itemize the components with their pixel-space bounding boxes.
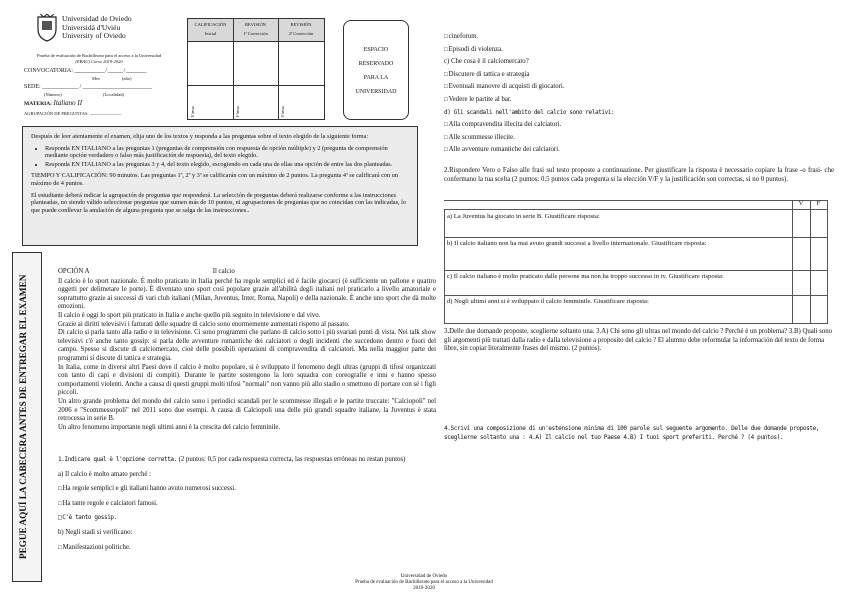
q1-c-label: c) Che cosa è il calciomercato? <box>444 58 529 66</box>
q1-d-label <box>444 109 834 118</box>
side-banner <box>12 252 42 582</box>
question-1 <box>58 456 436 552</box>
reserved-space-box <box>343 20 409 120</box>
q1-b-option[interactable]: □ cineforum. <box>444 33 834 42</box>
q2-intro: 2.Rispondere Vero o Falso alle frasi sul testo proposte a continuazione. Per giustificare la risposta è necessario copiare la frase -o frasi- che confermano la tua scelta (2 puntos: 0,5 puntos cada pregunta si la elección V/F y la justificación son correctas, si no 0 puntos). <box>444 167 834 183</box>
university-name <box>62 15 132 41</box>
option-title: Il calcio <box>212 268 235 275</box>
footer-line: Universidad de Oviedo <box>400 574 448 579</box>
q1-d-label-text: d) Gli scandali nell'ambito del calcio sono relativi: <box>444 108 615 116</box>
option-label: OPCIÓN A <box>58 268 90 275</box>
q1-b-option[interactable]: □ Manifestazioni politiche. <box>58 544 436 553</box>
reserved-line: PARA LA <box>363 75 389 81</box>
question-1-continued <box>444 33 834 155</box>
footer-line: Prueba de evaluación de Bachillerato para el acceso a la Universidad <box>355 580 493 586</box>
q1-a-option[interactable]: □ Ha regole semplici e gli italiani hanno avuto numerosi successi. <box>58 485 436 494</box>
exam-subtitle-line: (EBAU) Curso 2019-2020 <box>75 58 123 64</box>
paragraph: Grazie ai diritti televisivi i fatturati delle squadre di calcio sono enormemente aumentati rispetto al passato. <box>58 320 350 328</box>
materia-value: Italiano II <box>53 99 83 107</box>
grade-subheader: Inicial <box>204 31 217 36</box>
grade-cell[interactable] <box>188 41 233 86</box>
q3-text: 3.Delle due domande proposte, sceglierne soltanto una. 3.A) Chi sono gli ultras nel mondo del calcio ? Perché è un problema? 3.B) Quali sono gli argomenti più trattati dalla radio e dalla televisione a proposito del calcio ? El alumno debe reformular la información del texto de forma libre, sin copiar literalmente frases del mismo. (2 puntos). <box>444 328 833 353</box>
grade-cell[interactable] <box>234 41 278 86</box>
paragraph: Un altro fenomeno importante negli ultimi anni è la crescita del calcio femminile. <box>58 423 281 431</box>
footer <box>300 574 548 593</box>
q1-d-option[interactable]: □ Alle scommesse illecite. <box>444 134 834 143</box>
university-logo <box>36 14 58 42</box>
true-false-table <box>444 200 828 324</box>
grade-subheader: 1ª Corrección <box>243 31 268 36</box>
instructions-note: El estudiante deberá indicar la agrupación de preguntas que responderá. La selección de preguntas deberá realizarse conforme a las instrucciones planteadas, no siendo válido seleccionar preguntas que sumen más de 10 puntos, ni agrupaciones de preguntas que no coincidan con las indicadas, lo que puede conllevar la anulación de alguna pregunta que se salga de las instrucciones.. <box>31 191 407 214</box>
tf-row-text: a) La Juventus ha giocato in serie B. Giustificare risposta: <box>447 213 600 220</box>
university-line: Universidá d'Uviéu <box>62 22 121 32</box>
grade-cell[interactable] <box>279 41 324 86</box>
option-a-text <box>58 268 436 432</box>
convocatoria-label: CONVOCATORIA: <box>24 68 73 74</box>
q1-a-option[interactable]: □ C'è tanto gossip. <box>58 514 436 523</box>
mes-caption: Mes <box>92 76 100 81</box>
q1-intro-rest: (2 puntos: 0,5 por cada respuesta correcta, las respuestas erróneas no restan puntos) <box>178 456 406 463</box>
materia-row <box>24 100 82 109</box>
tf-row[interactable] <box>444 209 792 238</box>
tf-row-text: c) Il calcio italiano è molto praticato dalle persone ma non ha troppo successo in tv. Giustificare risposta: <box>447 273 724 280</box>
q1-c-option[interactable]: □ Vedere le partite al bar. <box>444 96 834 105</box>
q1-d-option[interactable]: □ Alle avventure romantiche dei calciatori. <box>444 146 834 155</box>
q4-text: 4.Scrivi una composizione di un'estensione minima di 100 parole sul seguente argomento. Delle due domande proposte, sceglierne soltanto una : 4.A) Il calcio nel tuo Paese 4.B) I tuoi sport preferiti. Perché ? (4 puntos). <box>444 425 820 441</box>
q1-a-label: a) Il calcio è molto amato perché : <box>58 470 152 478</box>
side-banner-text: PEGUE AQUÍ LA CABECERA ANTES DE ENTREGAR EL EXAMEN <box>18 274 28 560</box>
sede-label: SEDE: <box>24 84 41 90</box>
paragraph: In Italia, come in diversi altri Paesi dove il calcio è molto popolare, si è sviluppato il fenomeno degli ultras (gruppi di tifosi organizzati con tanto di capi e divisioni di compiti). Durante le partite sostengono la loro squadra con coreografie e inni e hanno spesso comportamenti violenti. Anche a causa di questi gruppi molti tifosi "normali" non vanno più allo stadio o smettono di portare con sé i figli piccoli. <box>58 363 436 397</box>
reserved-line: RESERVADO <box>358 61 394 67</box>
paragraph: Il calcio è lo sport nazionale. È molto praticato in Italia perché ha regole semplici ed è facile giocarci (è sufficiente un pallone e quattro oggetti per delimetare le porte). È diventato uno sport così popolare grazie all'abilità degli italiani nel praticarlo a livello amatoriale e soprattutto grazie ai successi di vari club italiani (Milan, Juventus, Inter, Roma, Napoli) e della nazionale. È anche uno sport che dà molte emozioni. <box>58 277 436 311</box>
paragraph: Il calcio è oggi lo sport più praticato in Italia e anche quello più seguito in televisione e dal vivo. <box>58 311 321 319</box>
col-f-header: F <box>816 200 821 207</box>
col-v-header: V <box>798 200 804 207</box>
ano-caption: (año) <box>122 76 132 81</box>
numero-caption: (Número) <box>44 92 62 97</box>
paragraph: Di calcio si parla tanto alla radio e in televisione. Ci sono programmi che parlano di calcio sotto i più svariati punti di vista. Nei talk show televisivi c'è anche tanto gossip: si parla delle avventure romantiche dei calciatori o degli incidenti che succedono dentro e fuori del campo. Spesso si discute di calciomercato, cioè delle possibili operazioni di compravendita di calciatori. Ma nella maggior parte dei programmi si discute di tattica e strategia. <box>58 329 436 362</box>
firma-label: Firma <box>280 106 285 117</box>
materia-label: MATERIA: <box>24 101 53 107</box>
q1-b-label: b) Negli stadi si verificano: <box>58 528 133 536</box>
grade-subheader: 2ª Corrección <box>288 31 314 36</box>
instructions-time: TIEMPO Y CALIFICACIÓN: 90 minutos. Las preguntas 1ª, 2ª y 3ª se calificarán con un máximo de 2 puntos. La pregunta 4ª se calificará con un máximo de 4 puntos. <box>31 172 399 187</box>
firma-label: Firma <box>235 106 240 117</box>
instructions-list <box>31 145 409 169</box>
convocatoria-row: CONVOCATORIA: ____________ / ______ / ________ <box>24 68 146 74</box>
instructions-bullet: • Responda EN ITALIANO a las preguntas 3 y 4, del texto elegido, escogiendo en cada una de ellas una opción de entre las dos planteadas. <box>45 161 409 169</box>
university-line: Universidad de Oviedo <box>62 14 132 23</box>
grade-header: REVISIÓN <box>290 22 312 27</box>
q1-c-option[interactable]: □ Eventuali manovre di acquisti di giocatori. <box>444 83 834 92</box>
tf-row-text: b) Il calcio italiano non ha mai avuto grandi successi a livello internazionale. Giustificare risposta: <box>447 240 707 247</box>
grade-header: REVISIÓN <box>245 22 266 27</box>
paragraph: Un altro grande problema del mondo del calcio sono i periodici scandali per le scommesse illegali e le partite truccate: "Calciopoli" nel 2006 e "Scommessopoli" nel 2011 sono due esempi. A causa di Calciopoli una delle più grandi squadre italiane, la Juventus è stata retrocessa in serie B. <box>58 397 436 423</box>
footer-line: 2019-2020 <box>413 586 435 592</box>
q1-d-option[interactable]: □ Alla compravendita illecita dei calciatori. <box>444 121 834 130</box>
q1-a-option[interactable]: □ Ha tante regole e calciatori famosi. <box>58 500 436 509</box>
agrupacion-label: AGRUPACIÓN DE PREGUNTAS: <box>24 111 89 116</box>
q1-intro: 1.Indicare qual è l'opzione corretta. <box>58 456 177 463</box>
crest-icon <box>36 14 58 42</box>
instructions-box <box>22 126 418 246</box>
exam-title-line: Prueba de evaluación de Bachillerato para el acceso a la Universidad <box>37 53 161 58</box>
reserved-line: ESPACIO <box>363 47 389 53</box>
firma-label: Firma <box>190 106 195 117</box>
q1-b-option[interactable]: □ Episodi di violenza. <box>444 46 834 55</box>
instructions-intro: Después de leer atentamente el examen, elija uno de los textos y responda a las preguntas sobre el texto elegido de la siguiente forma: <box>31 133 369 140</box>
instructions-bullet: • Responda EN ITALIANO a las preguntas 1 (preguntas de comprensión con respuesta de opción múltiple) y 2 (pregunta de comprensión mediante opción verdadero o falso más justificación de respuesta), del texto elegido. <box>45 145 409 160</box>
grades-table <box>187 18 325 120</box>
tf-row-text: d) Negli ultimi anni si è sviluppato il calcio femminile. Giustificare risposta: <box>447 298 649 305</box>
tf-row[interactable] <box>444 271 792 296</box>
exam-title <box>24 53 174 64</box>
sede-row: SEDE: ____________ / _______________________ <box>24 84 152 90</box>
university-line: University of Oviedo <box>62 31 126 40</box>
tf-row[interactable] <box>444 238 792 271</box>
reserved-line: UNIVERSIDAD <box>355 89 397 95</box>
q1-c-option[interactable]: □ Discutere di tattica e strategia <box>444 71 834 80</box>
grade-header: CALIFICACIÓN <box>194 22 227 27</box>
tf-row[interactable] <box>444 296 792 324</box>
agrupacion-row: AGRUPACIÓN DE PREGUNTAS: .................................................. <box>24 111 122 116</box>
localidad-caption: (Localidad) <box>103 92 124 97</box>
